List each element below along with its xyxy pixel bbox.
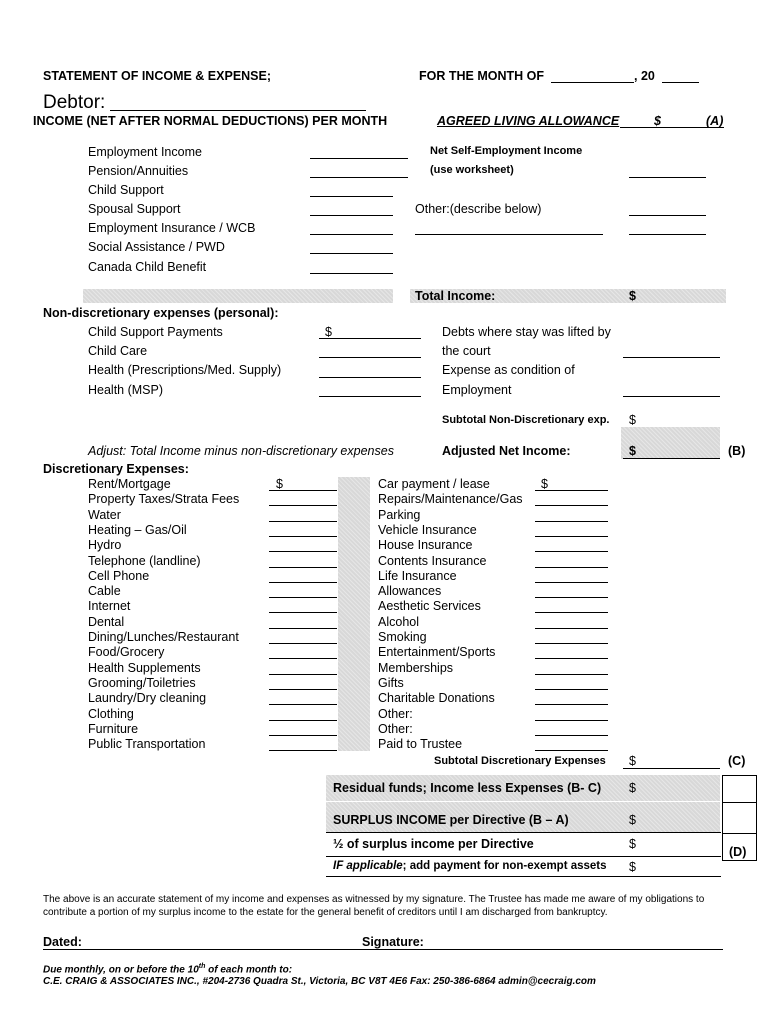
due-monthly-line (43, 963, 292, 975)
disc-left-label: Heating – Gas/Oil (88, 522, 187, 537)
disc-left-label: Cable (88, 584, 121, 599)
month-field[interactable] (551, 82, 634, 83)
disc-left-dollar: $ (276, 477, 283, 491)
income-item: Employment Income (88, 145, 202, 159)
half-surplus-dollar: $ (629, 837, 636, 851)
income-heading: INCOME (NET AFTER NORMAL DEDUCTIONS) PER MONTH (33, 114, 388, 128)
disc-right-label: Contents Insurance (378, 553, 487, 568)
disc-right-dollar: $ (541, 477, 548, 491)
year-field[interactable] (662, 82, 699, 83)
disc-left-field[interactable] (269, 521, 337, 522)
statement-line2: contribute a portion of my surplus income to the estate for the general benefit of creditors until I am discharged from bankruptcy. (43, 907, 608, 918)
disc-left-label: Grooming/Toiletries (88, 675, 196, 690)
disc-left-field[interactable] (269, 551, 337, 552)
income-field[interactable] (310, 158, 408, 159)
dated-label: Dated: (43, 935, 82, 949)
agreed-allowance-field[interactable] (620, 127, 724, 128)
half-surplus-label: ½ of surplus income per Directive (333, 837, 534, 851)
disc-left-label: Dining/Lunches/Restaurant (88, 630, 239, 644)
disc-heading: Discretionary Expenses: (43, 462, 189, 476)
disc-right-label: Entertainment/Sports (378, 645, 496, 660)
income-item: Child Support (88, 183, 164, 197)
disc-right-label: Alcohol (378, 614, 419, 629)
nondisc-subtotal-dollar: $ (629, 413, 636, 427)
disc-left-label: Furniture (88, 721, 139, 736)
shaded-band (83, 289, 393, 303)
disc-subtotal-field[interactable] (623, 768, 720, 769)
other-description-field[interactable] (415, 234, 603, 235)
income-field[interactable] (310, 253, 393, 254)
disc-right-field[interactable] (535, 521, 608, 522)
debtor-field[interactable] (110, 110, 366, 111)
disc-left-label: Water (88, 507, 121, 522)
income-item: Spousal Support (88, 202, 181, 216)
summary-divider (326, 876, 721, 877)
nondisc-item: Health (MSP) (88, 383, 164, 397)
due-text: Due monthly, on or before the 10 (43, 964, 199, 976)
disc-subtotal-dollar: $ (629, 754, 636, 768)
nondisc-item: Child Support Payments (88, 325, 223, 339)
disc-right-label: Car payment / lease (378, 477, 490, 491)
disc-right-label: Aesthetic Services (378, 599, 481, 614)
disc-right-field[interactable] (535, 658, 608, 659)
income-item: Employment Insurance / WCB (88, 221, 256, 235)
disc-left-label: Food/Grocery (88, 645, 165, 660)
disc-right-label: Other: (378, 706, 413, 721)
disc-left-label: Health Supplements (88, 660, 201, 675)
surplus-label: SURPLUS INCOME per Directive (B – A) (333, 813, 569, 827)
adjust-instruction: Adjust: Total Income minus non-discretionary expenses (88, 444, 394, 458)
self-employment-field[interactable] (629, 177, 706, 178)
surplus-code-box (722, 802, 757, 834)
disc-right-field[interactable] (535, 750, 608, 751)
disc-left-field[interactable] (269, 505, 337, 506)
adjusted-code: (B) (728, 444, 746, 458)
income-field[interactable] (310, 234, 393, 235)
residual-label: Residual funds; Income less Expenses (B- C) (333, 781, 602, 795)
disc-left-label: Hydro (88, 538, 122, 553)
disc-left-field[interactable] (269, 689, 337, 690)
disc-right-field[interactable] (535, 551, 608, 552)
disc-right-label: Life Insurance (378, 568, 457, 583)
disc-left-label: Telephone (landline) (88, 553, 201, 568)
income-item: Social Assistance / PWD (88, 240, 225, 254)
code-d-label: (D) (729, 845, 747, 859)
disc-left-label: Public Transportation (88, 737, 206, 752)
disc-left-label: Rent/Mortgage (88, 477, 171, 491)
disc-right-field[interactable] (535, 536, 608, 537)
disc-left-label: Internet (88, 599, 131, 614)
debts-stay-line1: Debts where stay was lifted by (442, 325, 611, 339)
disc-shaded-column (338, 477, 370, 751)
employment-expense-field[interactable] (623, 396, 720, 397)
disc-right-field[interactable] (535, 720, 608, 721)
disc-left-label: Cell Phone (88, 568, 150, 583)
income-field[interactable] (310, 215, 393, 216)
year-prefix: , 20 (634, 69, 655, 83)
surplus-dollar: $ (629, 813, 636, 827)
due-text-end: of each month to: (205, 964, 293, 976)
nondisc-item: Health (Prescriptions/Med. Supply) (88, 363, 282, 377)
disc-right-field[interactable] (535, 628, 608, 629)
total-income-label: Total Income: (415, 289, 496, 303)
disc-left-field[interactable] (269, 582, 337, 583)
trustee-address: C.E. CRAIG & ASSOCIATES INC., #204-2736 Quadra St., Victoria, BC V8T 4E6 Fax: 250-386-6864 admin@cecraig.com (43, 976, 596, 987)
other-income-label: Other:(describe below) (415, 202, 542, 216)
statement-title: STATEMENT OF INCOME & EXPENSE; (43, 69, 272, 83)
nondisc-heading: Non-discretionary expenses (personal): (43, 306, 279, 320)
employment-expense-line2: Employment (442, 383, 512, 397)
summary-divider (326, 856, 721, 857)
income-item: Canada Child Benefit (88, 260, 207, 274)
disc-left-field[interactable] (269, 612, 337, 613)
disc-left-label: Clothing (88, 706, 134, 721)
disc-right-label: Gifts (378, 675, 404, 690)
disc-left-field[interactable] (269, 628, 337, 629)
sign-line[interactable] (43, 949, 723, 950)
disc-right-field[interactable] (535, 597, 608, 598)
other-income-field[interactable] (629, 234, 706, 235)
disc-right-label: Smoking (378, 630, 427, 644)
disc-right-label: Other: (378, 721, 413, 736)
agreed-dollar: $ (654, 114, 661, 128)
disc-right-field[interactable] (535, 582, 608, 583)
adjusted-net-field[interactable] (623, 458, 720, 459)
disc-left-field[interactable] (269, 567, 337, 568)
disc-right-field[interactable] (535, 689, 608, 690)
income-item: Pension/Annuities (88, 164, 189, 178)
disc-left-field[interactable] (269, 490, 337, 491)
disc-right-field[interactable] (535, 643, 608, 644)
disc-right-field[interactable] (535, 704, 608, 705)
due-suffix: th (198, 963, 206, 970)
non-exempt-text: ; add payment for non-exempt assets (402, 860, 607, 872)
disc-left-field[interactable] (269, 658, 337, 659)
disc-left-field[interactable] (269, 704, 337, 705)
nondisc-field[interactable] (319, 338, 421, 339)
income-field[interactable] (310, 273, 393, 274)
disc-right-field[interactable] (535, 674, 608, 675)
disc-subtotal-label: Subtotal Discretionary Expenses (434, 755, 606, 767)
nondisc-item: Child Care (88, 344, 148, 358)
disc-right-field[interactable] (535, 735, 608, 736)
disc-right-label: Memberships (378, 660, 454, 675)
total-income-dollar: $ (629, 289, 636, 303)
nondisc-field[interactable] (319, 377, 421, 378)
disc-left-field[interactable] (269, 536, 337, 537)
disc-right-label: House Insurance (378, 538, 473, 553)
residual-dollar: $ (629, 781, 636, 795)
disc-right-field[interactable] (535, 567, 608, 568)
disc-right-label: Charitable Donations (378, 691, 495, 706)
residual-code-box (722, 775, 757, 802)
disc-right-label: Paid to Trustee (378, 737, 463, 752)
agreed-allowance-label: AGREED LIVING ALLOWANCE (437, 114, 620, 128)
disc-right-label: Allowances (378, 584, 442, 599)
disc-left-field[interactable] (269, 750, 337, 751)
agreed-code: (A) (706, 114, 724, 128)
disc-left-label: Laundry/Dry cleaning (88, 691, 207, 706)
debtor-label: Debtor: (43, 92, 106, 113)
income-field[interactable] (310, 196, 393, 197)
month-label: FOR THE MONTH OF (419, 69, 544, 83)
adjusted-net-label: Adjusted Net Income: (442, 444, 571, 458)
disc-left-field[interactable] (269, 674, 337, 675)
non-exempt-dollar: $ (629, 860, 636, 874)
adjusted-net-dollar: $ (629, 444, 636, 458)
if-applicable-text: IF applicable (333, 860, 403, 872)
worksheet-note: (use worksheet) (430, 164, 514, 176)
self-employment-label: Net Self-Employment Income (430, 145, 583, 157)
disc-right-label: Parking (378, 507, 421, 522)
nondisc-dollar: $ (325, 325, 332, 339)
disc-left-label: Dental (88, 614, 125, 629)
disc-right-field[interactable] (535, 612, 608, 613)
disc-right-label: Repairs/Maintenance/Gas (378, 492, 523, 507)
nondisc-field[interactable] (319, 357, 421, 358)
other-income-field[interactable] (629, 215, 706, 216)
nondisc-field[interactable] (319, 396, 421, 397)
summary-divider (326, 832, 721, 833)
statement-line1: The above is an accurate statement of my income and expenses as witnessed by my signature. The Trustee has made me aware of my obligations to (43, 894, 705, 905)
disc-left-label: Property Taxes/Strata Fees (88, 492, 240, 507)
signature-label: Signature: (362, 935, 424, 949)
disc-left-field[interactable] (269, 597, 337, 598)
nondisc-subtotal-label: Subtotal Non-Discretionary exp. (442, 414, 610, 426)
debts-stay-line2: the court (442, 344, 491, 358)
disc-right-field[interactable] (535, 505, 608, 506)
income-field[interactable] (310, 177, 408, 178)
disc-left-field[interactable] (269, 643, 337, 644)
non-exempt-line (333, 860, 607, 872)
employment-expense-line1: Expense as condition of (442, 363, 575, 377)
disc-right-label: Vehicle Insurance (378, 522, 477, 537)
disc-subtotal-code: (C) (728, 754, 746, 768)
disc-left-field[interactable] (269, 720, 337, 721)
disc-left-field[interactable] (269, 735, 337, 736)
debts-stay-field[interactable] (623, 357, 720, 358)
disc-right-field[interactable] (535, 490, 608, 491)
